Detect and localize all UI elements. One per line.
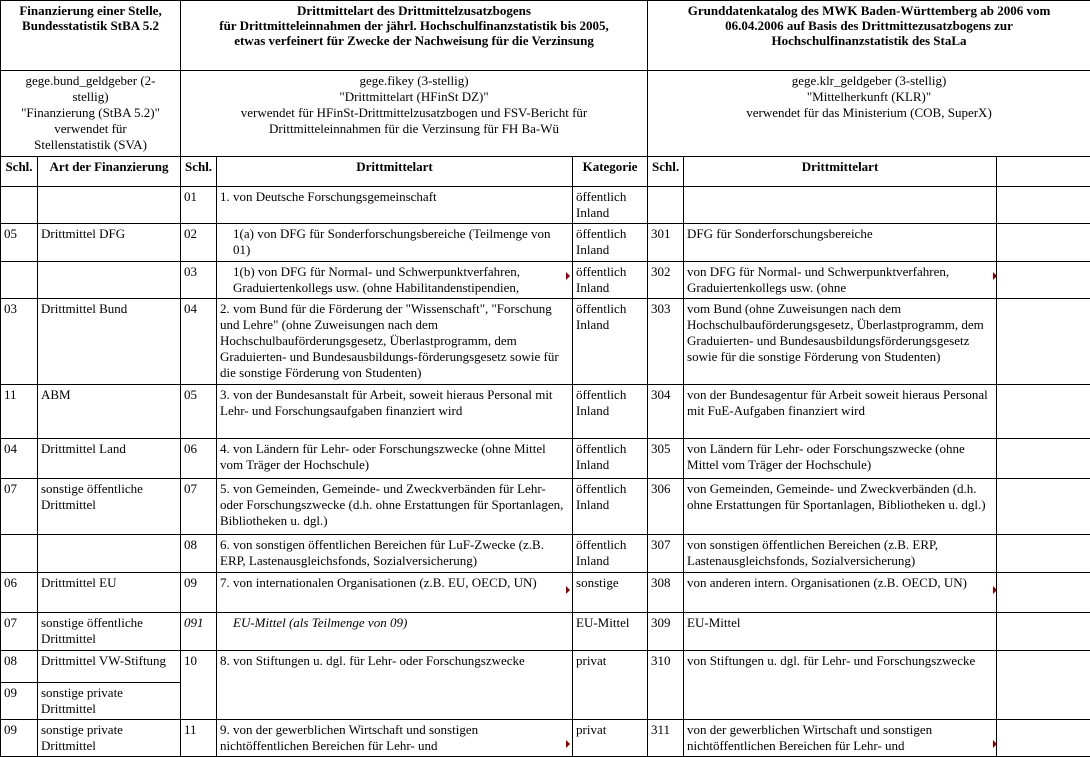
cell-kategorie: privat (573, 720, 648, 757)
table-row (1, 720, 1090, 757)
key-line: verwendet für (4, 121, 177, 137)
key-stba (1, 71, 181, 157)
cell-schl-3: 301 (648, 224, 684, 262)
cell-schl-3: 308 (648, 573, 684, 613)
cell-drittmittelart-1: EU-Mittel (als Teilmenge von 09) (217, 613, 573, 651)
cell-schl-1: 05 (1, 224, 38, 262)
cell-drittmittelart-2: EU-Mittel (684, 613, 997, 651)
header-line: Bundesstatistik StBA 5.2 (4, 18, 177, 33)
empty-cell (997, 262, 1090, 299)
key-line: gege.klr_geldgeber (3-stellig) (651, 73, 1087, 89)
cell-drittmittelart-2: von Gemeinden, Gemeinde- und Zweckverbänden (d.h. ohne Erstattungen für Sportanlagen, Bibliotheken u. dgl.) (684, 479, 997, 535)
empty-cell (997, 479, 1090, 535)
cell-schl-3: 304 (648, 385, 684, 439)
overflow-arrow-icon (993, 740, 997, 748)
cell-drittmittelart-1: 4. von Ländern für Lehr- oder Forschungszwecke (ohne Mittel vom Träger der Hochschule) (217, 439, 573, 479)
cell-drittmittelart-2: von anderen intern. Organisationen (z.B. OECD, UN) (684, 573, 997, 613)
header-line: für Drittmitteleinnahmen der jährl. Hochschulfinanzstatistik bis 2005, (184, 18, 644, 33)
cell-schl-3 (648, 187, 684, 224)
cell-schl-1 (1, 262, 38, 299)
cell-drittmittelart-1: 8. von Stiftungen u. dgl. für Lehr- oder Forschungszwecke (217, 651, 573, 720)
cell-schl-1: 08 (1, 651, 38, 683)
table-row (1, 535, 1090, 573)
cell-schl-2: 04 (181, 299, 217, 385)
cell-drittmittelart-1: 3. von der Bundesanstalt für Arbeit, soweit hieraus Personal mit Lehr- und Forschungsaufgaben finanziert wird (217, 385, 573, 439)
overflow-arrow-icon (566, 272, 570, 280)
cell-kategorie: EU-Mittel (573, 613, 648, 651)
cell-art: Drittmittel EU (38, 573, 181, 613)
cell-art (38, 187, 181, 224)
empty-cell (997, 439, 1090, 479)
key-mwk (648, 71, 1090, 157)
key-line: Drittmitteleinnahmen für die Verzinsung für FH Ba-Wü (184, 121, 644, 137)
cell-drittmittelart-2: von Stiftungen u. dgl. für Lehr- und Forschungszwecke (684, 651, 997, 720)
cell-kategorie: öffentlich Inland (573, 385, 648, 439)
key-line: verwendet für das Ministerium (COB, SuperX) (651, 105, 1087, 121)
empty-cell (997, 613, 1090, 651)
cell-schl-3: 305 (648, 439, 684, 479)
col-art: Art der Finanzierung (38, 157, 181, 187)
header-stba (1, 1, 181, 71)
cell-schl-2: 08 (181, 535, 217, 573)
key-line: stellig) (4, 89, 177, 105)
cell-art (38, 535, 181, 573)
cell-drittmittelart-1: 6. von sonstigen öffentlichen Bereichen für LuF-Zwecke (z.B. ERP, Lastenausgleichsfonds, Sozialversicherung) (217, 535, 573, 573)
cell-schl-1: 04 (1, 439, 38, 479)
header-hfinst (181, 1, 648, 71)
cell-schl-1: 09 (1, 720, 38, 757)
cell-drittmittelart-2: vom Bund (ohne Zuweisungen nach dem Hochschulbauförderungsgesetz, Überlastprogramm, dem Graduierten- und Bundesausbildungsförderungsgesetz sowie für die sonstige Förderung von Studenten) (684, 299, 997, 385)
overflow-arrow-icon (993, 586, 997, 594)
empty-cell (997, 187, 1090, 224)
col-drittmittelart-2: Drittmittelart (684, 157, 997, 187)
header-mwk (648, 1, 1090, 71)
cell-art: sonstige öffentliche Drittmittel (38, 613, 181, 651)
cell-kategorie: privat (573, 651, 648, 720)
col-schl-1: Schl. (1, 157, 38, 187)
col-kategorie: Kategorie (573, 157, 648, 187)
cell-schl-2: 06 (181, 439, 217, 479)
cell-drittmittelart-2: von Ländern für Lehr- oder Forschungszwecke (ohne Mittel vom Träger der Hochschule) (684, 439, 997, 479)
cell-drittmittelart-2: DFG für Sonderforschungsbereiche (684, 224, 997, 262)
cell-schl-3: 311 (648, 720, 684, 757)
overflow-arrow-icon (993, 272, 997, 280)
table-row (1, 479, 1090, 535)
overflow-arrow-icon (566, 740, 570, 748)
table-row (1, 187, 1090, 224)
cell-art: sonstige private Drittmittel (38, 720, 181, 757)
cell-art (38, 262, 181, 299)
table-row (1, 385, 1090, 439)
cell-drittmittelart-2: von der Bundesagentur für Arbeit soweit hieraus Personal mit FuE-Aufgaben finanziert wird (684, 385, 997, 439)
overflow-arrow-icon (566, 586, 570, 594)
cell-kategorie: öffentlich Inland (573, 439, 648, 479)
cell-drittmittelart-2: von der gewerblichen Wirtschaft und sonstigen nichtöffentlichen Bereichen für Lehr- und (684, 720, 997, 757)
cell-schl-3: 303 (648, 299, 684, 385)
key-line: gege.fikey (3-stellig) (184, 73, 644, 89)
cell-kategorie: öffentlich Inland (573, 299, 648, 385)
cell-schl-1 (1, 535, 38, 573)
cell-schl-2: 09 (181, 573, 217, 613)
header-line: Hochschulfinanzstatistik des StaLa (651, 33, 1087, 48)
cell-drittmittelart-1: 7. von internationalen Organisationen (z.B. EU, OECD, UN) (217, 573, 573, 613)
cell-art: ABM (38, 385, 181, 439)
table-row (1, 224, 1090, 262)
column-header-row (1, 157, 1090, 187)
cell-drittmittelart-1: 1. von Deutsche Forschungsgemeinschaft (217, 187, 573, 224)
cell-drittmittelart-1: 1(b) von DFG für Normal- und Schwerpunktverfahren, Graduiertenkollegs usw. (ohne Habilitandenstipendien, (217, 262, 573, 299)
cell-art: Drittmittel VW-Stiftung (38, 651, 181, 683)
header-row (1, 1, 1090, 71)
cell-art: Drittmittel Land (38, 439, 181, 479)
key-line: "Finanzierung (StBA 5.2)" (4, 105, 177, 121)
table-row (1, 573, 1090, 613)
cell-schl-1: 07 (1, 479, 38, 535)
key-line: Stellenstatistik (SVA) (4, 137, 177, 153)
cell-drittmittelart-1: 5. von Gemeinden, Gemeinde- und Zweckverbänden für Lehr- oder Forschungszwecke (d.h. ohne Erstattungen für Sportanlagen, Bibliotheken u. dgl.) (217, 479, 573, 535)
cell-schl-3: 306 (648, 479, 684, 535)
header-line: etwas verfeinert für Zwecke der Nachweisung für die Verzinsung (184, 33, 644, 48)
col-drittmittelart-1: Drittmittelart (217, 157, 573, 187)
cell-schl-2: 10 (181, 651, 217, 720)
empty-cell (997, 720, 1090, 757)
cell-drittmittelart-1: 2. vom Bund für die Förderung der "Wissenschaft", "Forschung und Lehre" (ohne Zuweisungen nach dem Hochschulbauförderungsgesetz, Überlastprogramm, dem Graduierten- und Bundesausbildungs-förderungsgesetz sowie für die sonstige Förderung von Studenten) (217, 299, 573, 385)
cell-art: sonstige private Drittmittel (38, 683, 181, 720)
cell-art: Drittmittel DFG (38, 224, 181, 262)
table-row (1, 613, 1090, 651)
empty-cell (997, 224, 1090, 262)
key-line: "Drittmittelart (HFinSt DZ)" (184, 89, 644, 105)
cell-kategorie: öffentlich Inland (573, 479, 648, 535)
key-line: verwendet für HFinSt-Drittmittelzusatzbogen und FSV-Bericht für (184, 105, 644, 121)
header-line: Finanzierung einer Stelle, (4, 3, 177, 18)
empty-cell (997, 573, 1090, 613)
table-row (1, 651, 1090, 683)
cell-schl-1: 09 (1, 683, 38, 720)
table-row (1, 262, 1090, 299)
cell-kategorie: öffentlich Inland (573, 262, 648, 299)
empty-cell (997, 535, 1090, 573)
cell-schl-2: 01 (181, 187, 217, 224)
cell-kategorie: sonstige (573, 573, 648, 613)
empty-cell (997, 157, 1090, 187)
empty-cell (997, 385, 1090, 439)
cell-art: sonstige öffentliche Drittmittel (38, 479, 181, 535)
cell-schl-1: 07 (1, 613, 38, 651)
cell-schl-2: 091 (181, 613, 217, 651)
cell-schl-3: 309 (648, 613, 684, 651)
cell-schl-2: 05 (181, 385, 217, 439)
key-line: gege.bund_geldgeber (2- (4, 73, 177, 89)
cell-schl-3: 302 (648, 262, 684, 299)
cell-art: Drittmittel Bund (38, 299, 181, 385)
cell-drittmittelart-2 (684, 187, 997, 224)
table-row (1, 439, 1090, 479)
cell-kategorie: öffentlich Inland (573, 224, 648, 262)
cell-schl-3: 310 (648, 651, 684, 720)
cell-drittmittelart-2: von sonstigen öffentlichen Bereichen (z.B. ERP, Lastenausgleichsfonds, Sozialversicherung) (684, 535, 997, 573)
cell-schl-1 (1, 187, 38, 224)
cell-drittmittelart-1: 9. von der gewerblichen Wirtschaft und sonstigen nichtöffentlichen Bereichen für Lehr- und (217, 720, 573, 757)
cell-kategorie: öffentlich Inland (573, 187, 648, 224)
cell-schl-3: 307 (648, 535, 684, 573)
key-hfinst (181, 71, 648, 157)
cell-drittmittelart-1: 1(a) von DFG für Sonderforschungsbereiche (Teilmenge von 01) (217, 224, 573, 262)
cell-schl-2: 02 (181, 224, 217, 262)
cell-schl-2: 07 (181, 479, 217, 535)
cell-schl-1: 03 (1, 299, 38, 385)
col-schl-3: Schl. (648, 157, 684, 187)
cell-kategorie: öffentlich Inland (573, 535, 648, 573)
header-line: Drittmittelart des Drittmittelzusatzbogens (184, 3, 644, 18)
cell-schl-1: 06 (1, 573, 38, 613)
key-line: "Mittelherkunft (KLR)" (651, 89, 1087, 105)
col-schl-2: Schl. (181, 157, 217, 187)
cell-schl-2: 11 (181, 720, 217, 757)
table-row (1, 299, 1090, 385)
empty-cell (997, 651, 1090, 720)
header-line: 06.04.2006 auf Basis des Drittmittezusatzbogens zur (651, 18, 1087, 33)
cell-drittmittelart-2: von DFG für Normal- und Schwerpunktverfahren, Graduiertenkollegs usw. (ohne (684, 262, 997, 299)
header-line: Grunddatenkatalog des MWK Baden-Württemberg ab 2006 vom (651, 3, 1087, 18)
cell-schl-1: 11 (1, 385, 38, 439)
key-row (1, 71, 1090, 157)
cell-schl-2: 03 (181, 262, 217, 299)
empty-cell (997, 299, 1090, 385)
